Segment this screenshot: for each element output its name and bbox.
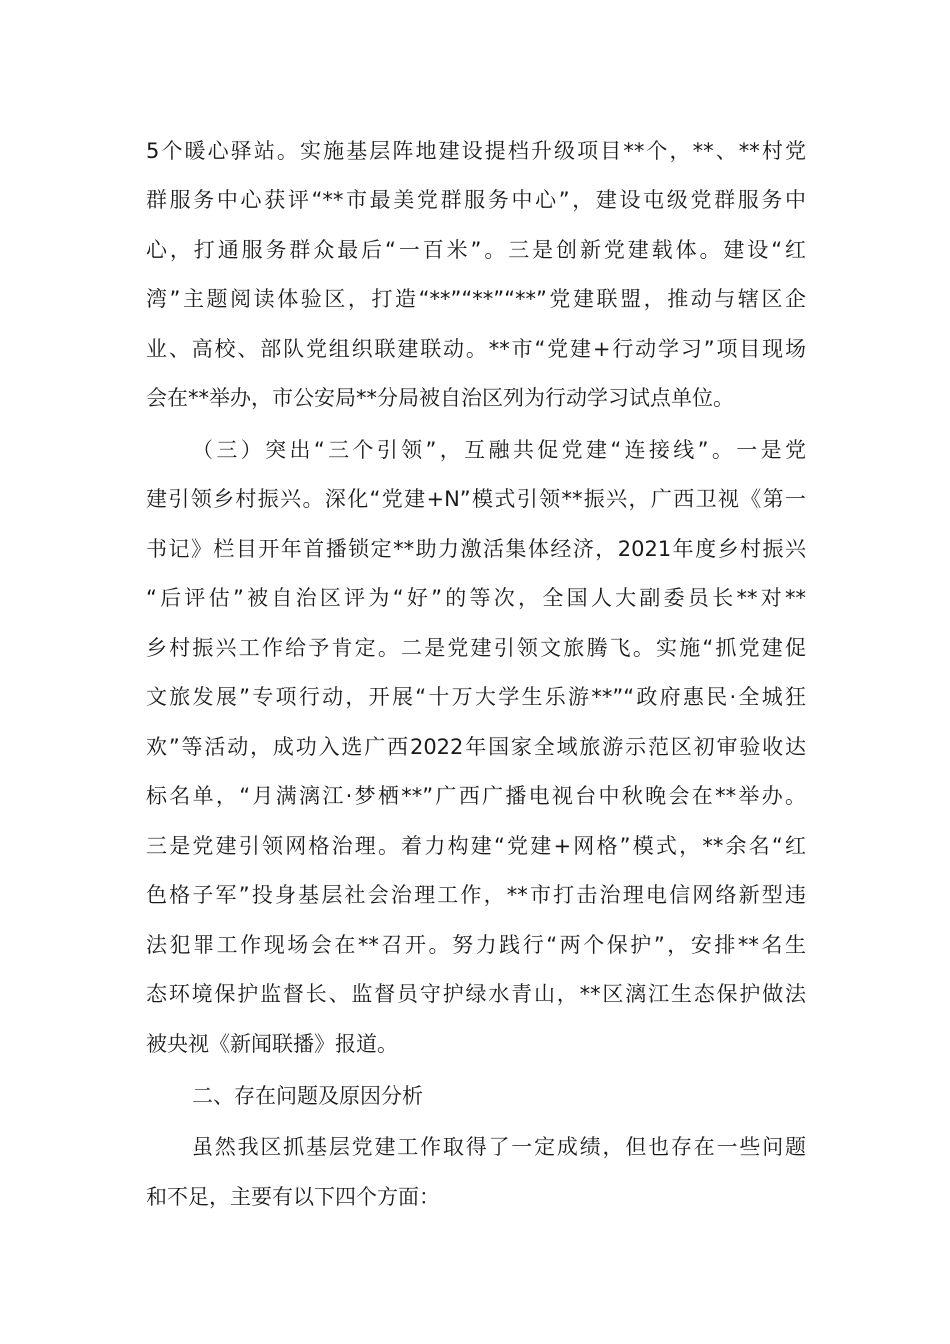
text-line: 被央视《新闻联播》报道。 — [146, 1032, 398, 1056]
text-line: 乡村振兴工作给予肯定。二是党建引领文旅腾飞。实施“抓党建促 — [146, 636, 806, 660]
text-line: 三是党建引领网格治理。着力构建“党建+网格”模式，**余名“红 — [146, 834, 806, 858]
text-line: 和不足，主要有以下四个方面： — [146, 1185, 440, 1209]
text-line: 湾”主题阅读体验区，打造“**”“**”“**”党建联盟，推动与辖区企 — [146, 287, 806, 311]
text-line: 建引领乡村振兴。深化“党建+N”模式引领**振兴，广西卫视《第一 — [146, 487, 806, 511]
text-line: 书记》栏目开年首播锁定**助力激活集体经济，2021年度乡村振兴 — [146, 537, 806, 561]
text-line: 5个暖心驿站。实施基层阵地建设提档升级项目**个，**、**村党 — [146, 139, 806, 163]
text-line: 标名单，“月满漓江·梦栖**”广西广播电视台中秋晚会在**举办。 — [146, 784, 806, 808]
text-line: 法犯罪工作现场会在**召开。努力践行“两个保护”，安排**名生 — [146, 933, 806, 957]
text-line: 业、高校、部队党组织联建联动。**市“党建+行动学习”项目现场 — [146, 337, 806, 361]
text-line: 会在**举办，市公安局**分局被自治区列为行动学习试点单位。 — [146, 386, 734, 410]
text-line: 文旅发展”专项行动，开展“十万大学生乐游**”“政府惠民·全城狂 — [146, 685, 806, 709]
text-line: “后评估”被自治区评为“好”的等次，全国人大副委员长**对** — [146, 586, 806, 610]
text-line: 心，打通服务群众最后“一百米”。三是创新党建载体。建设“红 — [146, 238, 806, 262]
text-line: 群服务中心获评“**市最美党群服务中心”，建设屯级党群服务中 — [146, 188, 806, 212]
paragraph-heading-line: （三）突出“三个引领”，互融共促党建“连接线”。一是党 — [192, 438, 806, 462]
text-line: 态环境保护监督长、监督员守护绿水青山，**区漓江生态保护做法 — [146, 982, 806, 1006]
text-line: 虽然我区抓基层党建工作取得了一定成绩，但也存在一些问题 — [192, 1135, 806, 1159]
section-heading: 二、存在问题及原因分析 — [192, 1084, 423, 1108]
text-line: 色格子军”投身基层社会治理工作，**市打击治理电信网络新型违 — [146, 883, 806, 907]
text-line: 欢”等活动，成功入选广西2022年国家全域旅游示范区初审验收达 — [146, 735, 806, 759]
